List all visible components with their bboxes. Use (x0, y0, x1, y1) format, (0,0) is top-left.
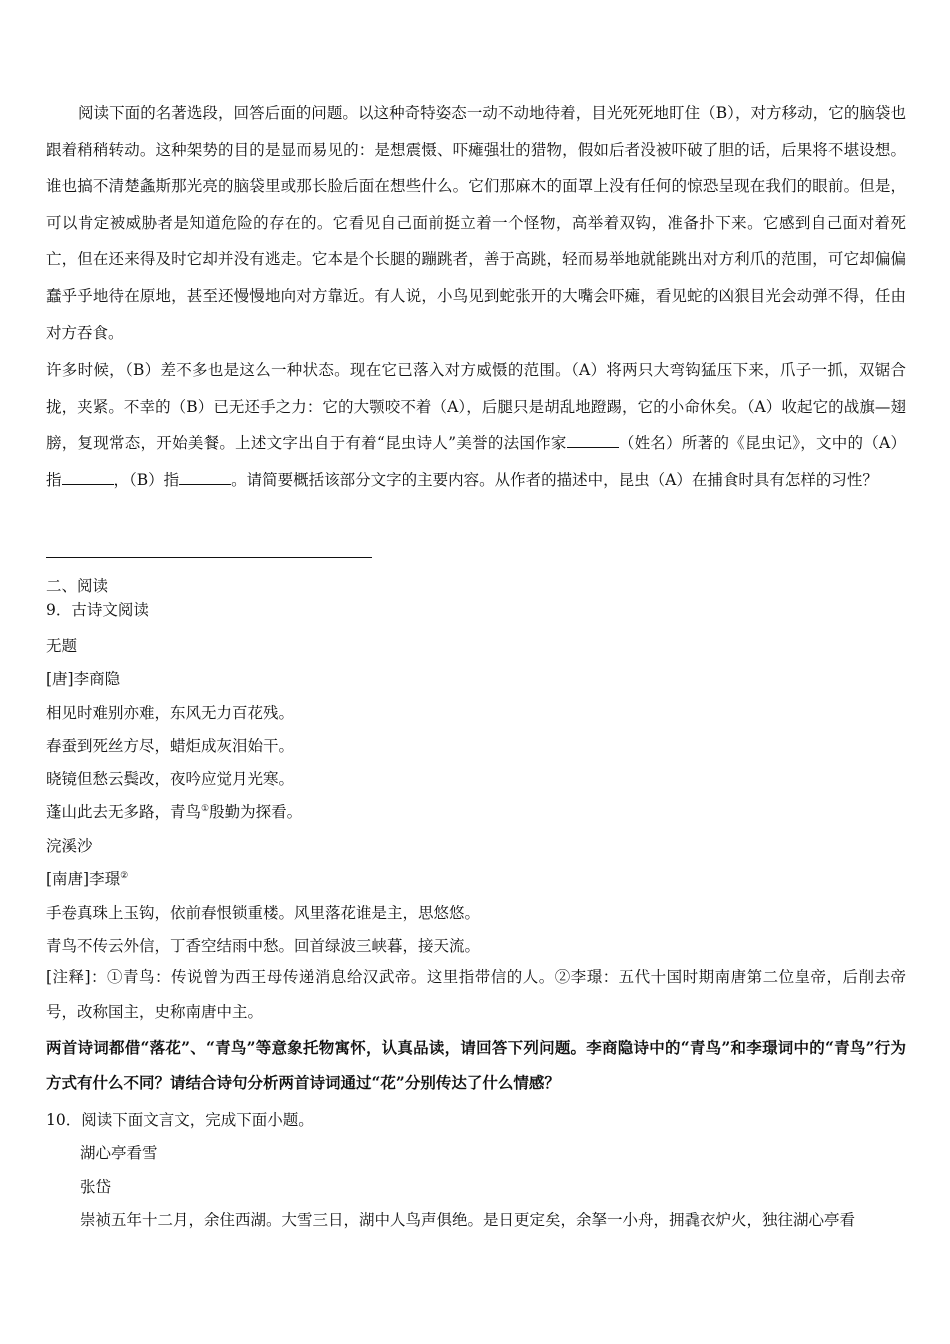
paragraph-2-text-a: 许多时候，（B）差不多也是这么一种状态。现在它已落入对方威慑的范围。（A）将两只大弯钩猛压下来，爪子一抓，双锯合拢，夹紧。不幸的（B）已无还手之力：它的大颚咬不着（A），后腿只是胡乱地蹬踢，它的小命休矣。（A）收起它的战旗—翅膀，复现常态，开始美餐。上述文字出自于有着“昆虫诗人”美誉的法国作家 (46, 361, 906, 453)
author-name-blank[interactable] (567, 433, 619, 448)
poem-1-title: 无题 (46, 637, 78, 655)
poem-1-line: 相见时难别亦难，东风无力百花残。 (46, 704, 295, 722)
poem-1-last-a: 蓬山此去无多路，青鸟 (46, 803, 202, 821)
annotation-note: [注释]：①青鸟：传说曾为西王母传递消息给汉武帝。这里指带信的人。②李璟：五代十国时期南唐第二位皇帝，后削去帝号，改称国主，史称南唐中主。 (46, 968, 906, 1021)
poem-2-author-name: [南唐]李璟 (46, 870, 121, 888)
footnote-marker-1: ① (201, 803, 210, 814)
poem-2-line: 青鸟不传云外信，丁香空结雨中愁。回首绿波三峡暮，接天流。 (46, 937, 481, 955)
passage-title: 湖心亭看雪 (80, 1144, 158, 1162)
question-9-prompt: 两首诗词都借“落花”、“青鸟”等意象托物寓怀，认真品读，请回答下列问题。李商隐诗中的“青鸟”和李璟词中的“青鸟”行为方式有什么不同？请结合诗句分析两首诗词通过“花”分别传达了什么情感？ (46, 1038, 906, 1092)
question-10-title: 10．阅读下面文言文，完成下面小题。 (46, 1111, 314, 1129)
answer-line[interactable] (46, 557, 372, 558)
poem-1-line (46, 800, 302, 822)
poem-2-line: 手卷真珠上玉钩，依前春恨锁重楼。风里落花谁是主，思悠悠。 (46, 904, 481, 922)
poem-1-line: 晓镜但愁云鬓改，夜吟应觉月光寒。 (46, 770, 295, 788)
poem-2-title: 浣溪沙 (46, 837, 93, 855)
poem-1-last-b: 殷勤为探看。 (209, 803, 303, 821)
insect-b-blank[interactable] (179, 470, 231, 485)
paragraph-2-text-d: 。请简要概括该部分文字的主要内容。从作者的描述中，昆虫（A）在捕食时具有怎样的习性？ (231, 470, 878, 489)
poem-1-author: [唐]李商隐 (46, 670, 121, 688)
passage-first-line: 崇祯五年十二月，余住西湖。大雪三日，湖中人鸟声俱绝。是日更定矣，余拏一小舟，拥毳衣炉火，独往湖心亭看 (80, 1211, 856, 1229)
poem-2-author (46, 867, 128, 889)
footnote-marker-2: ② (120, 870, 129, 881)
paragraph-2-text-c: ，（B）指 (113, 470, 180, 489)
section-heading: 二、阅读 (46, 577, 109, 595)
question-9-title: 9．古诗文阅读 (46, 601, 149, 619)
insect-a-blank[interactable] (62, 470, 114, 485)
paragraph-2-text-b: （姓名）所著的《昆虫记》，文中的（A）指 (46, 434, 906, 489)
poem-1-line: 春蚕到死丝方尽，蜡炬成灰泪始干。 (46, 737, 295, 755)
passage-8-paragraph-2 (46, 352, 906, 498)
passage-author: 张岱 (80, 1178, 112, 1196)
passage-8-paragraph-1: 阅读下面的名著选段，回答后面的问题。以这种奇特姿态一动不动地待着，目光死死地盯住（B），对方移动，它的脑袋也跟着稍稍转动。这种架势的目的是显而易见的：是想震慑、吓瘫强壮的猎物，假如后者没被吓破了胆的话，后果将不堪设想。谁也搞不清楚螽斯那光亮的脑袋里或那长脸后面在想些什么。它们那麻木的面罩上没有任何的惊恐呈现在我们的眼前。但是，可以肯定被威胁者是知道危险的存在的。它看见自己面前挺立着一个怪物，高举着双钩，准备扑下来。它感到自己面对着死亡，但在还来得及时它却并没有逃走。它本是个长腿的蹦跳者，善于高跳，轻而易举地就能跳出对方利爪的范围，可它却偏偏蠢乎乎地待在原地，甚至还慢慢地向对方靠近。有人说，小鸟见到蛇张开的大嘴会吓瘫，看见蛇的凶狠目光会动弹不得，任由对方吞食。 (46, 104, 906, 342)
